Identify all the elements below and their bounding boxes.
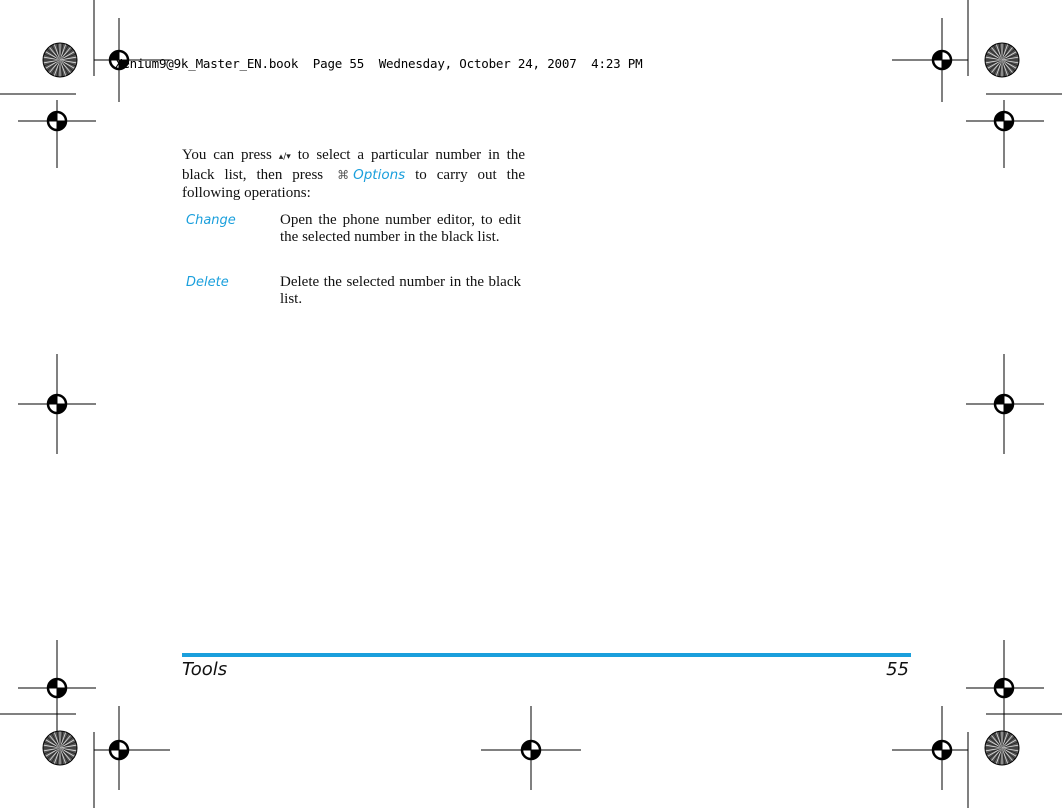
registration-target [481, 706, 581, 790]
book-slug-header: Xenium9@9k_Master_EN.book Page 55 Wednesday, October 24, 2007 4:23 PM [115, 56, 643, 71]
intro-paragraph [182, 146, 525, 202]
registration-target [892, 18, 968, 102]
registration-target [966, 354, 1044, 454]
term-delete: Delete [186, 275, 229, 290]
starburst-mark [43, 731, 77, 765]
footer-rule [182, 653, 911, 657]
registration-target [966, 100, 1044, 168]
registration-target [18, 100, 96, 168]
options-keyword: Options [353, 167, 406, 183]
registration-target [18, 640, 96, 736]
intro-text-1: You can press [182, 147, 279, 163]
term-change: Change [186, 213, 236, 228]
registration-target [966, 640, 1044, 736]
description-delete: Delete the selected number in the black list. [280, 274, 521, 307]
softkey-icon: ⌘ [337, 168, 350, 182]
up-down-arrow-icon: ▴/▾ [278, 152, 291, 162]
registration-target [18, 354, 96, 454]
description-change: Open the phone number editor, to edit the selected number in the black list. [280, 212, 521, 245]
starburst-mark [985, 731, 1019, 765]
intro-text-3: to carry out the following operations: [182, 167, 525, 201]
starburst-mark [985, 43, 1019, 77]
intro-text-2: to select a particular number in the black list, then press [182, 147, 525, 183]
registration-target [892, 706, 968, 790]
page-number: 55 [886, 659, 909, 680]
starburst-mark [43, 43, 77, 77]
registration-target [94, 706, 170, 790]
footer-section-title: Tools [182, 659, 228, 680]
